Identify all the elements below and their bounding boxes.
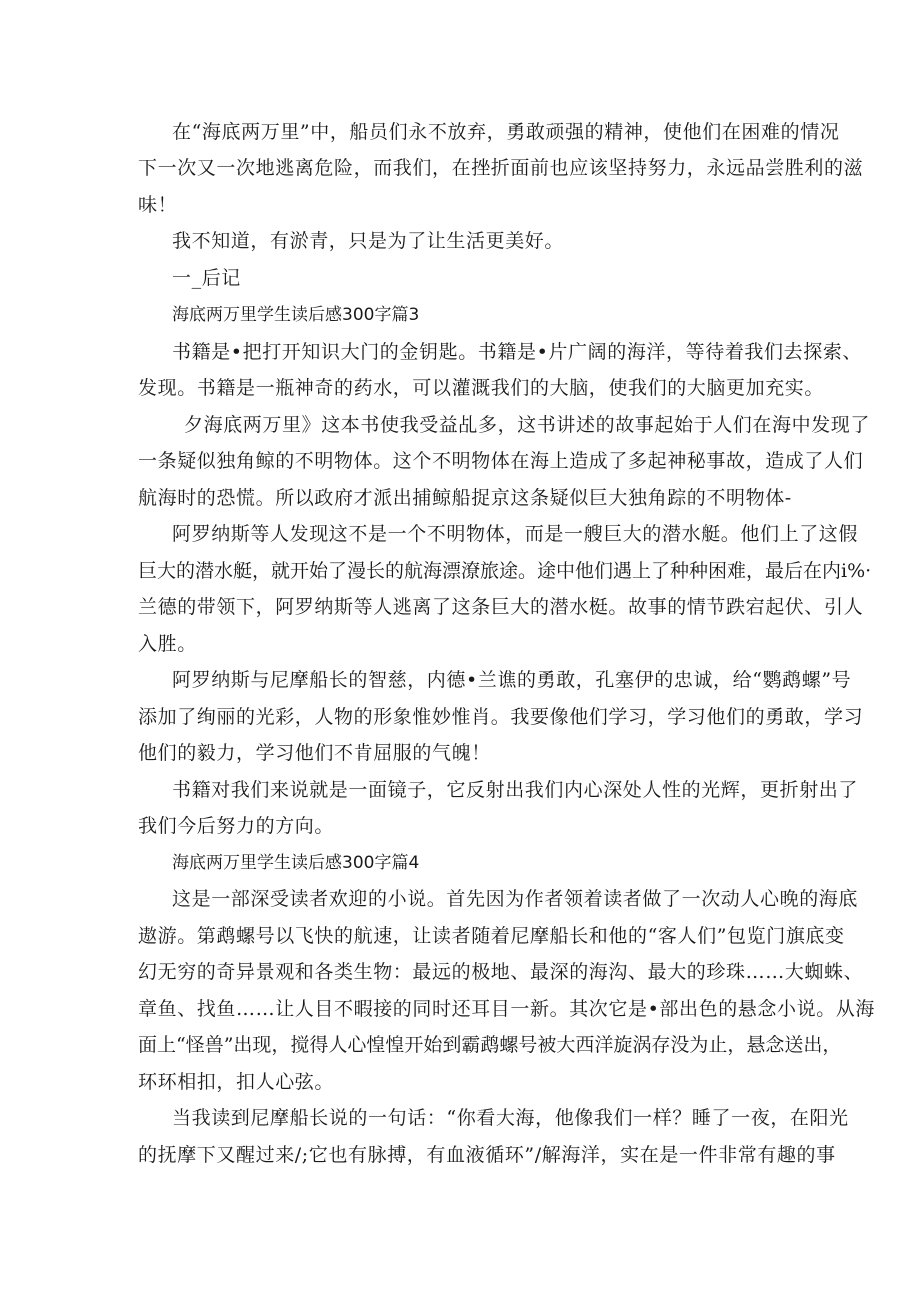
- text-line: 环环相扣，扣人心弦。: [138, 1071, 335, 1093]
- text-line: 阿罗纳斯等人发现这不是一个不明物体，而是一艘巨大的潜水艇。他们上了这假: [172, 523, 859, 545]
- text-line: 航海时的恐慌。所以政府才派出捕鲸船捉京这条疑似巨大独角踪的不明物体-: [138, 487, 792, 509]
- text-line: 这是一部深受读者欢迎的小说。首先因为作者领着读者做了一次动人心晚的海底: [172, 888, 859, 910]
- section-heading: 海底两万里学生读后感300字篇4: [172, 853, 420, 873]
- text-line: 我不知道，有淤青，只是为了让生活更美好。: [172, 230, 565, 252]
- text-line: 我们今后努力的方向。: [138, 815, 335, 837]
- text-line: 添加了绚丽的光彩，人物的形象惟妙惟肖。我要像他们学习，学习他们的勇敢，学习: [138, 706, 864, 728]
- text-line: 夕海底两万里》这本书使我受益乩多，这书讲述的故事起始于人们在海中发现了: [184, 414, 871, 436]
- text-line: 的抚摩下又醒过来/;它也有脉搏，有血液循环”/解海洋，实在是一件非常有趣的事: [138, 1144, 836, 1166]
- text-line: 味！: [138, 194, 178, 216]
- text-line: 幻无穷的奇异景观和各类生物：最远的极地、最深的海沟、最大的珍珠……大蜘蛛、: [138, 961, 864, 983]
- text-line: 兰德的带领下，阿罗纳斯等人逃离了这条巨大的潜水梃。故事的情节跌宕起伏、引人: [138, 596, 864, 618]
- text-line: 一条疑似独角鲸的不明物体。这个不明物体在海上造成了多起神秘事故，造成了人们: [138, 450, 864, 472]
- text-line: 入胜。: [138, 633, 197, 655]
- text-line: 发现。书籍是一瓶神奇的药水，可以灌溉我们的大脑，使我们的大脑更加充实。: [138, 377, 825, 399]
- text-line: 面上“怪兽”出现，搅得人心惶惶开始到霸鹉螺号被大西洋旋涡存没为止，悬念送出，: [138, 1034, 842, 1056]
- section-heading: 海底两万里学生读后感300字篇3: [172, 305, 420, 325]
- text-line: 巨大的潜水艇，就开始了漫长的航海漂潦旅途。途中他们遇上了种种困难，最后在内i%·: [138, 560, 872, 582]
- text-line: 下一次又一次地逃离危险，而我们，在挫折面前也应该坚持努力，永远品尝胜利的滋: [138, 157, 864, 179]
- text-line: 当我读到尼摩船长说的一句话：“你看大海，他像我们一样？睡了一夜，在阳光: [172, 1107, 849, 1129]
- text-line: 章鱼、找鱼……让人目不暇接的同时还耳目一新。其次它是•部出色的悬念小说。从海: [138, 998, 876, 1020]
- text-line: 在“海底两万里”中，船员们永不放弃，勇敢顽强的精神，使他们在困难的情况: [172, 121, 840, 143]
- text-line: 他们的毅力，学习他们不肯屈服的气魄！: [138, 742, 491, 764]
- text-line: 遨游。第鹉螺号以飞快的航速，让读者随着尼摩船长和他的“客人们”包览门旗底变: [138, 925, 845, 947]
- text-line: 书籍对我们来说就是一面镜子，它反射出我们内心深处人性的光辉，更折射出了: [172, 779, 859, 801]
- text-line: 书籍是•把打开知识大门的金钥匙。书籍是•片广阔的海洋，等待着我们去探索、: [172, 341, 863, 363]
- section-label: 一_后记: [172, 267, 241, 289]
- text-line: 阿罗纳斯与尼摩船长的智慈，内德•兰谯的勇敢，孔塞伊的忠诚，给“鹦鹉螺”号: [172, 669, 852, 691]
